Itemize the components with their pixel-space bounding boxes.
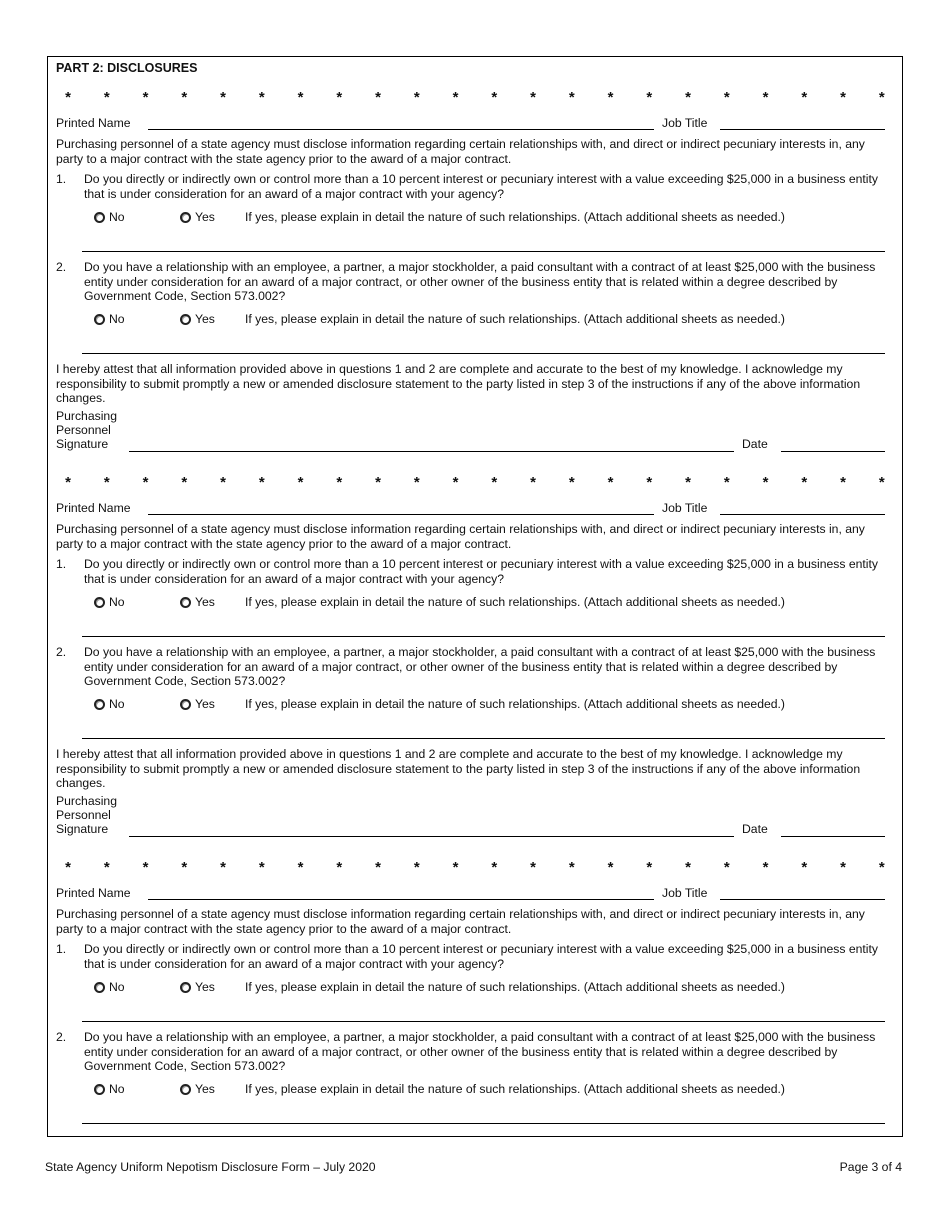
q2-explain-field-1[interactable] bbox=[82, 353, 885, 354]
q2-3-explain-instruction: If yes, please explain in detail the nature of such relationships. (Attach additional sheets as needed.) bbox=[245, 1082, 785, 1096]
star-mark: * bbox=[413, 859, 420, 876]
star-mark: * bbox=[142, 474, 149, 491]
q2-3-yes-radio[interactable] bbox=[180, 1082, 215, 1096]
job-title-field-3[interactable] bbox=[720, 899, 885, 900]
star-mark: * bbox=[801, 89, 808, 106]
radio-label: No bbox=[109, 595, 125, 609]
star-mark: * bbox=[801, 859, 808, 876]
radio-circle-icon bbox=[180, 212, 191, 223]
radio-circle-icon bbox=[180, 982, 191, 993]
star-mark: * bbox=[723, 89, 730, 106]
q2-1-explain-instruction: If yes, please explain in detail the nature of such relationships. (Attach additional sheets as needed.) bbox=[245, 312, 785, 326]
star-mark: * bbox=[646, 859, 653, 876]
date-field-2[interactable] bbox=[781, 836, 885, 837]
job-title-label-2: Job Title bbox=[662, 501, 708, 515]
radio-circle-icon bbox=[180, 1084, 191, 1095]
radio-circle-icon bbox=[94, 1084, 105, 1095]
intro-paragraph-3: Purchasing personnel of a state agency must disclose information regarding certain relationships with, and direct or indirect pecuniary interests in, any party to a major contract with the state agency prior to the award of a major contract. bbox=[56, 907, 865, 936]
footer-form-name: State Agency Uniform Nepotism Disclosure Form – July 2020 bbox=[45, 1160, 376, 1174]
separator-stars-1 bbox=[58, 90, 892, 105]
q1-3-explain-instruction: If yes, please explain in detail the nature of such relationships. (Attach additional sheets as needed.) bbox=[245, 980, 785, 994]
star-mark: * bbox=[452, 474, 459, 491]
separator-stars-3 bbox=[58, 860, 892, 875]
star-mark: * bbox=[258, 89, 265, 106]
q1-2-no-radio[interactable] bbox=[94, 595, 125, 609]
star-mark: * bbox=[530, 859, 536, 876]
star-mark: * bbox=[878, 859, 885, 876]
star-mark: * bbox=[142, 859, 149, 876]
printed-name-field-1[interactable] bbox=[148, 129, 654, 130]
star-mark: * bbox=[220, 474, 226, 491]
star-mark: * bbox=[220, 859, 226, 876]
star-mark: * bbox=[607, 859, 614, 876]
part-title: PART 2: DISCLOSURES bbox=[56, 61, 198, 75]
separator-stars-2 bbox=[58, 475, 892, 490]
signature-field-2[interactable] bbox=[129, 836, 734, 837]
q2-text-2: Do you have a relationship with an employee, a partner, a major stockholder, a paid consultant with a contract of at least $25,000 with the business entity under consideration for an award of a major contract, or other owner of the business entity that is related within a degree described by Government Code, Section 573.002? bbox=[84, 645, 876, 688]
job-title-field-2[interactable] bbox=[720, 514, 885, 515]
star-mark: * bbox=[607, 474, 614, 491]
star-mark: * bbox=[878, 89, 885, 106]
printed-name-label-2: Printed Name bbox=[56, 501, 131, 515]
date-label-2: Date bbox=[742, 822, 768, 836]
q2-3-no-radio[interactable] bbox=[94, 1082, 125, 1096]
star-mark: * bbox=[297, 89, 304, 106]
star-mark: * bbox=[258, 474, 265, 491]
q1-explain-field-3[interactable] bbox=[82, 1021, 885, 1022]
star-mark: * bbox=[685, 474, 691, 491]
star-mark: * bbox=[491, 859, 498, 876]
star-mark: * bbox=[375, 474, 381, 491]
sig-label-line3-2: Signature bbox=[56, 822, 109, 836]
q2-number-1: 2. bbox=[56, 260, 67, 274]
printed-name-field-3[interactable] bbox=[148, 899, 654, 900]
star-mark: * bbox=[530, 474, 536, 491]
q1-explain-field-1[interactable] bbox=[82, 251, 885, 252]
q1-3-yes-radio[interactable] bbox=[180, 980, 215, 994]
radio-label: No bbox=[109, 1082, 125, 1096]
star-mark: * bbox=[723, 859, 730, 876]
q1-3-no-radio[interactable] bbox=[94, 980, 125, 994]
star-mark: * bbox=[568, 859, 575, 876]
q1-number-2: 1. bbox=[56, 557, 67, 571]
star-mark: * bbox=[65, 859, 71, 876]
radio-circle-icon bbox=[94, 212, 105, 223]
star-mark: * bbox=[103, 859, 110, 876]
star-mark: * bbox=[607, 89, 614, 106]
star-mark: * bbox=[452, 89, 459, 106]
footer-page-number: Page 3 of 4 bbox=[839, 1160, 902, 1174]
star-mark: * bbox=[762, 859, 769, 876]
star-mark: * bbox=[142, 89, 149, 106]
radio-label: Yes bbox=[195, 980, 215, 994]
q2-1-no-radio[interactable] bbox=[94, 312, 125, 326]
q1-1-yes-radio[interactable] bbox=[180, 210, 215, 224]
q1-text-1: Do you directly or indirectly own or control more than a 10 percent interest or pecuniary interest with a value exceeding $25,000 in a business entity that is under consideration for an award of a major contract with your agency? bbox=[84, 172, 878, 201]
star-mark: * bbox=[375, 859, 381, 876]
star-mark: * bbox=[181, 474, 188, 491]
radio-label: No bbox=[109, 210, 125, 224]
sig-label-line3-1: Signature bbox=[56, 437, 109, 451]
radio-circle-icon bbox=[180, 597, 191, 608]
job-title-field-1[interactable] bbox=[720, 129, 885, 130]
star-mark: * bbox=[336, 89, 343, 106]
radio-circle-icon bbox=[94, 699, 105, 710]
star-mark: * bbox=[840, 859, 846, 876]
attestation-1: I hereby attest that all information provided above in questions 1 and 2 are complete and accurate to the best of my knowledge. I acknowledge my responsibility to submit promptly a new or amended disclosure statement to the party listed in step 3 of the instructions if any of the above information changes. bbox=[56, 362, 861, 405]
q1-2-yes-radio[interactable] bbox=[180, 595, 215, 609]
radio-circle-icon bbox=[180, 314, 191, 325]
printed-name-label-1: Printed Name bbox=[56, 116, 131, 130]
q2-2-explain-instruction: If yes, please explain in detail the nature of such relationships. (Attach additional sheets as needed.) bbox=[245, 697, 785, 711]
intro-paragraph-2: Purchasing personnel of a state agency must disclose information regarding certain relationships with, and direct or indirect pecuniary interests in, any party to a major contract with the state agency prior to the award of a major contract. bbox=[56, 522, 865, 551]
star-mark: * bbox=[103, 89, 110, 106]
date-label-1: Date bbox=[742, 437, 768, 451]
radio-label: Yes bbox=[195, 210, 215, 224]
job-title-label-1: Job Title bbox=[662, 116, 708, 130]
q2-text-3: Do you have a relationship with an employee, a partner, a major stockholder, a paid consultant with a contract of at least $25,000 with the business entity under consideration for an award of a major contract, or other owner of the business entity that is related within a degree described by Government Code, Section 573.002? bbox=[84, 1030, 876, 1073]
q1-1-no-radio[interactable] bbox=[94, 210, 125, 224]
printed-name-label-3: Printed Name bbox=[56, 886, 131, 900]
star-mark: * bbox=[181, 859, 188, 876]
radio-label: No bbox=[109, 980, 125, 994]
radio-circle-icon bbox=[94, 982, 105, 993]
star-mark: * bbox=[336, 474, 343, 491]
star-mark: * bbox=[413, 89, 420, 106]
q1-1-explain-instruction: If yes, please explain in detail the nature of such relationships. (Attach additional sheets as needed.) bbox=[245, 210, 785, 224]
q2-explain-field-2[interactable] bbox=[82, 738, 885, 739]
star-mark: * bbox=[103, 474, 110, 491]
radio-label: Yes bbox=[195, 312, 215, 326]
attestation-2: I hereby attest that all information provided above in questions 1 and 2 are complete and accurate to the best of my knowledge. I acknowledge my responsibility to submit promptly a new or amended disclosure statement to the party listed in step 3 of the instructions if any of the above information changes. bbox=[56, 747, 861, 790]
star-mark: * bbox=[762, 89, 769, 106]
star-mark: * bbox=[530, 89, 536, 106]
star-mark: * bbox=[375, 89, 381, 106]
sig-label-line2-2: Personnel bbox=[56, 808, 111, 822]
sig-label-line1-2: Purchasing bbox=[56, 794, 117, 808]
star-mark: * bbox=[258, 859, 265, 876]
q2-number-2: 2. bbox=[56, 645, 67, 659]
star-mark: * bbox=[568, 89, 575, 106]
q2-explain-field-3[interactable] bbox=[82, 1123, 885, 1124]
date-field-1[interactable] bbox=[781, 451, 885, 452]
star-mark: * bbox=[878, 474, 885, 491]
star-mark: * bbox=[452, 859, 459, 876]
star-mark: * bbox=[723, 474, 730, 491]
q2-number-3: 2. bbox=[56, 1030, 67, 1044]
star-mark: * bbox=[297, 474, 304, 491]
star-mark: * bbox=[491, 474, 498, 491]
star-mark: * bbox=[65, 89, 71, 106]
star-mark: * bbox=[568, 474, 575, 491]
star-mark: * bbox=[685, 89, 691, 106]
star-mark: * bbox=[840, 474, 846, 491]
star-mark: * bbox=[685, 859, 691, 876]
star-mark: * bbox=[491, 89, 498, 106]
q2-2-no-radio[interactable] bbox=[94, 697, 125, 711]
q1-2-explain-instruction: If yes, please explain in detail the nature of such relationships. (Attach additional sheets as needed.) bbox=[245, 595, 785, 609]
radio-label: Yes bbox=[195, 595, 215, 609]
q2-text-1: Do you have a relationship with an employee, a partner, a major stockholder, a paid consultant with a contract of at least $25,000 with the business entity under consideration for an award of a major contract, or other owner of the business entity that is related within a degree described by Government Code, Section 573.002? bbox=[84, 260, 876, 303]
sig-label-line2-1: Personnel bbox=[56, 423, 111, 437]
star-mark: * bbox=[181, 89, 188, 106]
sig-label-line1-1: Purchasing bbox=[56, 409, 117, 423]
radio-label: Yes bbox=[195, 697, 215, 711]
star-mark: * bbox=[336, 859, 343, 876]
q1-number-3: 1. bbox=[56, 942, 67, 956]
job-title-label-3: Job Title bbox=[662, 886, 708, 900]
signature-field-1[interactable] bbox=[129, 451, 734, 452]
q1-number-1: 1. bbox=[56, 172, 67, 186]
star-mark: * bbox=[413, 474, 420, 491]
radio-label: No bbox=[109, 312, 125, 326]
star-mark: * bbox=[65, 474, 71, 491]
radio-circle-icon bbox=[180, 699, 191, 710]
q1-explain-field-2[interactable] bbox=[82, 636, 885, 637]
printed-name-field-2[interactable] bbox=[148, 514, 654, 515]
star-mark: * bbox=[220, 89, 226, 106]
star-mark: * bbox=[646, 89, 653, 106]
radio-label: Yes bbox=[195, 1082, 215, 1096]
star-mark: * bbox=[801, 474, 808, 491]
radio-circle-icon bbox=[94, 597, 105, 608]
star-mark: * bbox=[840, 89, 846, 106]
radio-circle-icon bbox=[94, 314, 105, 325]
q2-1-yes-radio[interactable] bbox=[180, 312, 215, 326]
star-mark: * bbox=[297, 859, 304, 876]
q1-text-3: Do you directly or indirectly own or control more than a 10 percent interest or pecuniary interest with a value exceeding $25,000 in a business entity that is under consideration for an award of a major contract with your agency? bbox=[84, 942, 878, 971]
q2-2-yes-radio[interactable] bbox=[180, 697, 215, 711]
intro-paragraph-1: Purchasing personnel of a state agency must disclose information regarding certain relationships with, and direct or indirect pecuniary interests in, any party to a major contract with the state agency prior to the award of a major contract. bbox=[56, 137, 865, 166]
q1-text-2: Do you directly or indirectly own or control more than a 10 percent interest or pecuniary interest with a value exceeding $25,000 in a business entity that is under consideration for an award of a major contract with your agency? bbox=[84, 557, 878, 586]
star-mark: * bbox=[646, 474, 653, 491]
star-mark: * bbox=[762, 474, 769, 491]
radio-label: No bbox=[109, 697, 125, 711]
